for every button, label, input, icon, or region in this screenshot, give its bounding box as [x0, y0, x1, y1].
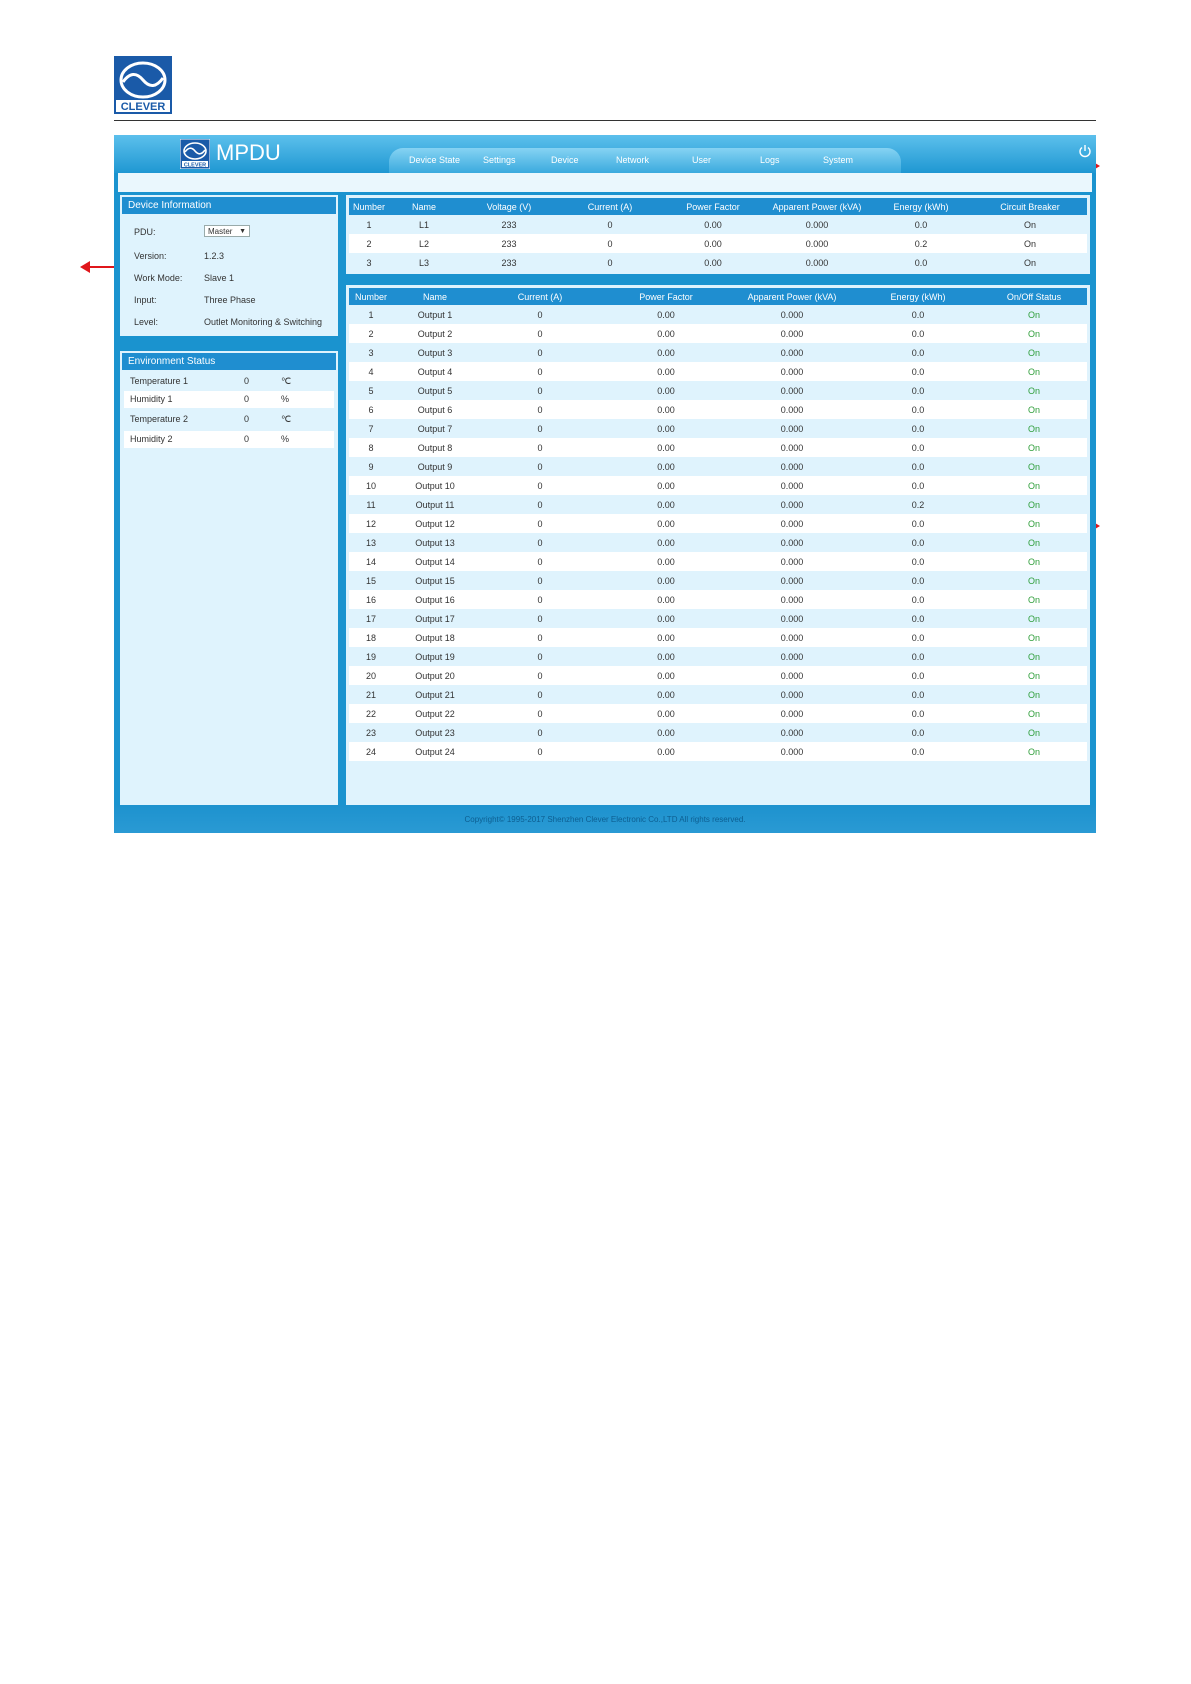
table-cell: 0.0 — [855, 305, 981, 324]
table-cell: 0.00 — [603, 362, 729, 381]
table-cell: 19 — [349, 647, 393, 666]
table-cell: Output 17 — [393, 609, 477, 628]
clever-logo — [114, 56, 172, 114]
table-cell: 0.2 — [855, 495, 981, 514]
table-cell: 0 — [477, 400, 603, 419]
table-cell: Output 22 — [393, 704, 477, 723]
table-cell: 0.000 — [729, 457, 855, 476]
logo-text: CLEVER — [120, 101, 166, 113]
table-cell: 0.000 — [765, 253, 869, 272]
table-cell: 0.00 — [661, 234, 765, 253]
input-label: Input: — [134, 295, 157, 305]
document-divider — [114, 120, 1096, 121]
table-cell: On — [981, 457, 1087, 476]
output-header-cell: Current (A) — [477, 288, 603, 305]
table-cell: 0.00 — [603, 400, 729, 419]
table-cell: Output 18 — [393, 628, 477, 647]
table-cell: 0.0 — [855, 685, 981, 704]
level-label: Level: — [134, 317, 159, 327]
table-cell: 0 — [477, 647, 603, 666]
phase-header-cell: Current (A) — [559, 198, 661, 215]
device-info-title: Device Information — [122, 197, 336, 214]
env-row — [124, 431, 334, 448]
output-header-cell: Power Factor — [603, 288, 729, 305]
env-unit: ℃ — [281, 376, 292, 386]
phase-header-cell: Voltage (V) — [459, 198, 559, 215]
table-row — [349, 438, 1087, 457]
table-row — [349, 628, 1087, 647]
nav-device[interactable]: Device — [551, 155, 579, 165]
table-cell: 0.0 — [855, 419, 981, 438]
table-cell: 0.00 — [603, 723, 729, 742]
table-cell: 0.000 — [729, 647, 855, 666]
env-row — [124, 411, 334, 428]
table-cell: On — [981, 324, 1087, 343]
brand-logo-icon — [180, 139, 210, 169]
table-cell: Output 1 — [393, 305, 477, 324]
table-cell: 0.000 — [729, 476, 855, 495]
table-cell: 0 — [477, 476, 603, 495]
table-cell: Output 19 — [393, 647, 477, 666]
phase-header-cell: Apparent Power (kVA) — [765, 198, 869, 215]
brand-icon-text: CLEVER — [183, 162, 207, 169]
sub-toolbar — [118, 173, 1092, 192]
table-cell: 0.000 — [729, 552, 855, 571]
table-cell: 0.0 — [855, 362, 981, 381]
table-row — [349, 362, 1087, 381]
table-cell: 0.0 — [855, 609, 981, 628]
table-cell: 0.000 — [729, 590, 855, 609]
table-cell: 0 — [477, 362, 603, 381]
nav-network[interactable]: Network — [616, 155, 650, 165]
table-cell: 2 — [349, 324, 393, 343]
table-row — [349, 324, 1087, 343]
table-cell: 0.0 — [855, 381, 981, 400]
table-row — [349, 215, 1087, 234]
table-cell: 0.000 — [729, 571, 855, 590]
table-cell: 0 — [477, 438, 603, 457]
table-row — [349, 419, 1087, 438]
table-cell: On — [981, 571, 1087, 590]
table-cell: 0.000 — [729, 609, 855, 628]
env-unit: % — [281, 394, 290, 404]
table-cell: 0 — [559, 215, 661, 234]
table-cell: 0 — [477, 533, 603, 552]
table-cell: Output 10 — [393, 476, 477, 495]
copyright-text: Copyright© 1995-2017 Shenzhen Clever Electronic Co.,LTD All rights reserved. — [464, 815, 746, 824]
app-header — [114, 135, 1096, 173]
table-cell: 0.00 — [603, 628, 729, 647]
table-cell: 0.0 — [855, 571, 981, 590]
version-label: Version: — [134, 251, 167, 261]
table-cell: On — [981, 723, 1087, 742]
table-cell: 0.0 — [855, 438, 981, 457]
table-cell: L3 — [389, 253, 459, 272]
table-cell: 4 — [349, 362, 393, 381]
table-cell: 24 — [349, 742, 393, 761]
env-name: Temperature 1 — [130, 376, 189, 386]
table-cell: 0.00 — [603, 305, 729, 324]
phase-header-cell: Name — [389, 198, 459, 215]
table-cell: 6 — [349, 400, 393, 419]
table-cell: Output 7 — [393, 419, 477, 438]
table-cell: Output 11 — [393, 495, 477, 514]
table-cell: 0 — [477, 552, 603, 571]
table-cell: On — [981, 305, 1087, 324]
table-cell: 0.0 — [869, 253, 973, 272]
nav-settings[interactable]: Settings — [483, 155, 516, 165]
table-cell: 7 — [349, 419, 393, 438]
env-value: 0 — [244, 376, 250, 386]
table-cell: 0.00 — [603, 381, 729, 400]
table-cell: Output 6 — [393, 400, 477, 419]
table-cell: 233 — [459, 215, 559, 234]
table-cell: 0.000 — [729, 666, 855, 685]
table-cell: 20 — [349, 666, 393, 685]
table-cell: 0.0 — [855, 590, 981, 609]
table-cell: 0.00 — [603, 533, 729, 552]
table-row — [349, 571, 1087, 590]
app-title: MPDU — [216, 140, 281, 165]
table-cell: On — [981, 381, 1087, 400]
table-row — [349, 234, 1087, 253]
table-row — [349, 476, 1087, 495]
table-cell: 0 — [477, 514, 603, 533]
env-unit: % — [281, 434, 290, 444]
table-cell: 0.0 — [855, 742, 981, 761]
table-cell: 0.0 — [855, 704, 981, 723]
table-cell: On — [981, 495, 1087, 514]
table-cell: 0 — [477, 419, 603, 438]
phase-header-cell: Power Factor — [661, 198, 765, 215]
table-cell: 0.000 — [729, 742, 855, 761]
work-mode-label: Work Mode: — [134, 273, 183, 283]
outputs-table — [349, 288, 1087, 761]
table-cell: Output 8 — [393, 438, 477, 457]
table-cell: 0.00 — [603, 514, 729, 533]
output-header-cell: Name — [393, 288, 477, 305]
table-cell: 3 — [349, 253, 389, 272]
table-cell: 0 — [477, 704, 603, 723]
table-cell: 0.0 — [855, 324, 981, 343]
env-value: 0 — [244, 434, 250, 444]
table-cell: 0 — [559, 234, 661, 253]
nav-logs[interactable]: Logs — [760, 155, 780, 165]
table-cell: Output 16 — [393, 590, 477, 609]
table-cell: 0 — [559, 253, 661, 272]
table-cell: 0.0 — [855, 514, 981, 533]
table-cell: 0 — [477, 324, 603, 343]
table-cell: 0 — [477, 343, 603, 362]
table-cell: 0.00 — [603, 742, 729, 761]
table-cell: 0.0 — [855, 666, 981, 685]
table-cell: On — [981, 742, 1087, 761]
table-cell: 0.000 — [729, 514, 855, 533]
table-cell: On — [981, 590, 1087, 609]
table-cell: 12 — [349, 514, 393, 533]
table-cell: 16 — [349, 590, 393, 609]
env-unit: ℃ — [281, 414, 292, 424]
table-cell: 0.000 — [729, 438, 855, 457]
table-cell: Output 9 — [393, 457, 477, 476]
table-cell: 0.000 — [729, 343, 855, 362]
env-value: 0 — [244, 414, 250, 424]
table-cell: 0.00 — [603, 590, 729, 609]
mpdu-web-app — [114, 135, 1096, 833]
table-cell: 0.000 — [729, 381, 855, 400]
table-cell: 0.00 — [603, 476, 729, 495]
table-cell: 233 — [459, 253, 559, 272]
table-cell: 10 — [349, 476, 393, 495]
table-row — [349, 609, 1087, 628]
version-value: 1.2.3 — [204, 251, 225, 261]
table-cell: 0 — [477, 571, 603, 590]
table-cell: 0.000 — [729, 495, 855, 514]
table-cell: 0.0 — [855, 457, 981, 476]
table-cell: 0.00 — [603, 438, 729, 457]
table-cell: Output 5 — [393, 381, 477, 400]
table-cell: Output 12 — [393, 514, 477, 533]
environment-title: Environment Status — [122, 353, 336, 370]
table-cell: On — [981, 609, 1087, 628]
table-cell: Output 3 — [393, 343, 477, 362]
table-cell: On — [981, 438, 1087, 457]
output-header-cell: Apparent Power (kVA) — [729, 288, 855, 305]
table-row — [349, 253, 1087, 272]
table-cell: Output 21 — [393, 685, 477, 704]
table-cell: 0.000 — [729, 305, 855, 324]
table-cell: 0.0 — [855, 400, 981, 419]
table-cell: 0.00 — [603, 704, 729, 723]
table-cell: 0.00 — [603, 647, 729, 666]
table-cell: Output 13 — [393, 533, 477, 552]
table-cell: On — [981, 419, 1087, 438]
table-cell: 14 — [349, 552, 393, 571]
table-cell: 0 — [477, 495, 603, 514]
table-cell: 0 — [477, 381, 603, 400]
table-cell: L1 — [389, 215, 459, 234]
table-cell: 0.00 — [603, 609, 729, 628]
env-row — [124, 373, 334, 390]
table-cell: 0.00 — [661, 215, 765, 234]
output-header-cell: Energy (kWh) — [855, 288, 981, 305]
table-cell: 2 — [349, 234, 389, 253]
env-name: Humidity 1 — [130, 394, 173, 404]
table-cell: 0.00 — [603, 685, 729, 704]
table-cell: 0 — [477, 628, 603, 647]
table-cell: 5 — [349, 381, 393, 400]
table-cell: 0.000 — [765, 215, 869, 234]
table-cell: 13 — [349, 533, 393, 552]
table-cell: 0.000 — [729, 685, 855, 704]
table-row — [349, 685, 1087, 704]
table-cell: 0.000 — [729, 419, 855, 438]
phase-table — [349, 198, 1087, 272]
table-row — [349, 305, 1087, 324]
table-cell: On — [981, 476, 1087, 495]
env-row — [124, 391, 334, 408]
power-icon[interactable] — [1078, 144, 1092, 158]
phase-header-cell: Circuit Breaker — [973, 198, 1087, 215]
phase-header-cell: Number — [349, 198, 389, 215]
table-cell: 0 — [477, 742, 603, 761]
table-cell: 0 — [477, 723, 603, 742]
table-row — [349, 742, 1087, 761]
table-cell: 0.00 — [603, 457, 729, 476]
table-cell: On — [981, 666, 1087, 685]
table-cell: 0.00 — [603, 666, 729, 685]
table-cell: 21 — [349, 685, 393, 704]
table-cell: 0.000 — [729, 324, 855, 343]
table-cell: On — [973, 234, 1087, 253]
table-cell: 17 — [349, 609, 393, 628]
table-cell: 0.000 — [729, 628, 855, 647]
table-cell: 0.0 — [855, 628, 981, 647]
pdu-select[interactable] — [204, 225, 250, 237]
app-footer — [114, 805, 1096, 833]
table-cell: 0.000 — [729, 723, 855, 742]
table-cell: 8 — [349, 438, 393, 457]
table-cell: 0.0 — [855, 533, 981, 552]
table-row — [349, 495, 1087, 514]
output-header-cell: On/Off Status — [981, 288, 1087, 305]
table-cell: 0.000 — [729, 400, 855, 419]
table-cell: 9 — [349, 457, 393, 476]
table-cell: 23 — [349, 723, 393, 742]
table-cell: 0.000 — [729, 362, 855, 381]
table-cell: 15 — [349, 571, 393, 590]
table-cell: On — [973, 253, 1087, 272]
table-cell: 22 — [349, 704, 393, 723]
table-cell: 0 — [477, 609, 603, 628]
table-cell: 0.00 — [603, 419, 729, 438]
table-cell: 0.0 — [855, 476, 981, 495]
chevron-down-icon: ▼ — [239, 228, 246, 235]
input-value: Three Phase — [204, 295, 256, 305]
table-row — [349, 666, 1087, 685]
table-row — [349, 400, 1087, 419]
device-info-panel — [120, 195, 338, 336]
table-cell: 0.0 — [855, 723, 981, 742]
table-cell: 0 — [477, 305, 603, 324]
table-cell: 0 — [477, 685, 603, 704]
table-row — [349, 723, 1087, 742]
table-cell: On — [981, 514, 1087, 533]
table-cell: 0.000 — [765, 234, 869, 253]
table-cell: 0 — [477, 666, 603, 685]
table-cell: On — [981, 533, 1087, 552]
table-cell: Output 2 — [393, 324, 477, 343]
env-name: Temperature 2 — [130, 414, 189, 424]
table-cell: L2 — [389, 234, 459, 253]
environment-panel — [120, 351, 338, 813]
table-cell: Output 23 — [393, 723, 477, 742]
table-row — [349, 704, 1087, 723]
table-cell: 0.2 — [869, 234, 973, 253]
output-header-cell: Number — [349, 288, 393, 305]
table-row — [349, 533, 1087, 552]
table-cell: 0.000 — [729, 704, 855, 723]
table-cell: 0.00 — [661, 253, 765, 272]
table-row — [349, 381, 1087, 400]
table-cell: 0.0 — [855, 552, 981, 571]
table-cell: 1 — [349, 305, 393, 324]
table-row — [349, 590, 1087, 609]
nav-device-state[interactable]: Device State — [409, 155, 461, 165]
table-cell: On — [981, 362, 1087, 381]
table-cell: Output 4 — [393, 362, 477, 381]
table-cell: 0.000 — [729, 533, 855, 552]
table-cell: On — [981, 685, 1087, 704]
table-cell: 0.00 — [603, 343, 729, 362]
table-cell: Output 15 — [393, 571, 477, 590]
table-cell: On — [981, 400, 1087, 419]
table-cell: 0.0 — [869, 215, 973, 234]
table-cell: 3 — [349, 343, 393, 362]
table-cell: 1 — [349, 215, 389, 234]
table-row — [349, 457, 1087, 476]
table-row — [349, 552, 1087, 571]
table-cell: 0 — [477, 457, 603, 476]
table-cell: 0.00 — [603, 552, 729, 571]
table-row — [349, 647, 1087, 666]
table-cell: Output 24 — [393, 742, 477, 761]
table-cell: On — [981, 704, 1087, 723]
pdu-label: PDU: — [134, 227, 156, 237]
work-mode-value: Slave 1 — [204, 273, 235, 283]
phase-panel — [346, 195, 1090, 274]
table-cell: 0.0 — [855, 343, 981, 362]
level-value: Outlet Monitoring & Switching — [204, 317, 323, 327]
table-cell: 0.00 — [603, 571, 729, 590]
table-cell: 18 — [349, 628, 393, 647]
pdu-select-value: Master — [208, 227, 233, 236]
nav-user[interactable]: User — [692, 155, 712, 165]
table-cell: On — [981, 552, 1087, 571]
table-cell: 0 — [477, 590, 603, 609]
table-cell: 11 — [349, 495, 393, 514]
outputs-panel — [346, 285, 1090, 813]
env-name: Humidity 2 — [130, 434, 173, 444]
table-cell: Output 14 — [393, 552, 477, 571]
table-cell: 0.00 — [603, 324, 729, 343]
nav-system[interactable]: System — [823, 155, 854, 165]
table-row — [349, 343, 1087, 362]
table-cell: On — [981, 647, 1087, 666]
table-row — [349, 514, 1087, 533]
table-cell: On — [981, 628, 1087, 647]
table-cell: On — [981, 343, 1087, 362]
table-cell: Output 20 — [393, 666, 477, 685]
table-cell: 0.0 — [855, 647, 981, 666]
table-cell: 0.00 — [603, 495, 729, 514]
table-cell: On — [973, 215, 1087, 234]
phase-header-cell: Energy (kWh) — [869, 198, 973, 215]
main-nav — [389, 148, 901, 173]
table-cell: 233 — [459, 234, 559, 253]
env-value: 0 — [244, 394, 250, 404]
